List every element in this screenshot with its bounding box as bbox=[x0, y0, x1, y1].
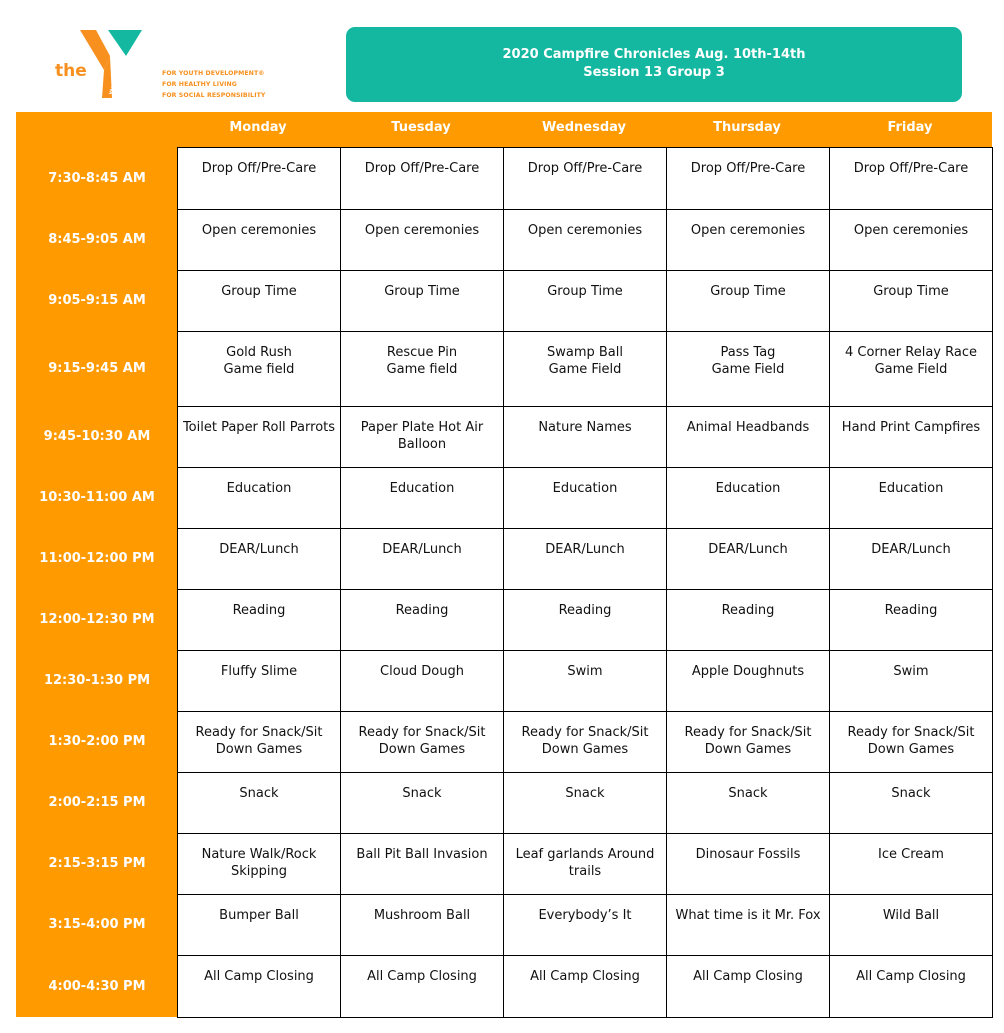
schedule-cell: DEAR/Lunch bbox=[829, 528, 993, 590]
tagline-line: FOR HEALTHY LIVING bbox=[162, 81, 237, 89]
day-header-tuesday: Tuesday bbox=[391, 120, 451, 135]
schedule-cell: Dinosaur Fossils bbox=[666, 833, 830, 895]
schedule-cell: Swamp Ball Game Field bbox=[503, 331, 667, 407]
schedule-cell: Ice Cream bbox=[829, 833, 993, 895]
schedule-cell: Snack bbox=[340, 772, 504, 834]
schedule-cell: Group Time bbox=[177, 270, 341, 332]
day-header-wednesday: Wednesday bbox=[542, 120, 626, 135]
schedule-cell: Nature Walk/Rock Skipping bbox=[177, 833, 341, 895]
schedule-cell: Swim bbox=[503, 650, 667, 712]
schedule-cell: Apple Doughnuts bbox=[666, 650, 830, 712]
schedule-cell: Everybody’s It bbox=[503, 894, 667, 956]
time-slot-label: 7:30-8:45 AM bbox=[48, 170, 146, 186]
schedule-cell: Education bbox=[177, 467, 341, 529]
day-header-friday: Friday bbox=[887, 120, 933, 135]
schedule-cell: Drop Off/Pre-Care bbox=[177, 147, 341, 210]
schedule-grid bbox=[177, 147, 992, 1017]
tagline-line: FOR YOUTH DEVELOPMENT® bbox=[162, 70, 265, 77]
time-slot-label: 9:05-9:15 AM bbox=[48, 293, 146, 308]
schedule-cell: DEAR/Lunch bbox=[503, 528, 667, 590]
schedule-cell: Swim bbox=[829, 650, 993, 712]
logo-word: the bbox=[55, 61, 87, 81]
schedule-cell: Ready for Snack/Sit Down Games bbox=[666, 711, 830, 773]
schedule-title: 2020 Campfire Chronicles Aug. 10th-14th bbox=[502, 46, 806, 62]
time-slot-label: 4:00-4:30 PM bbox=[48, 978, 146, 994]
schedule-cell: Reading bbox=[177, 589, 341, 651]
schedule-cell: All Camp Closing bbox=[829, 955, 993, 1018]
schedule-cell: Ready for Snack/Sit Down Games bbox=[503, 711, 667, 773]
schedule-cell: What time is it Mr. Fox bbox=[666, 894, 830, 956]
schedule-cell: Snack bbox=[666, 772, 830, 834]
ymca-y-icon bbox=[52, 26, 152, 106]
schedule-cell: Pass Tag Game Field bbox=[666, 331, 830, 407]
schedule-cell: Wild Ball bbox=[829, 894, 993, 956]
schedule-subtitle: Session 13 Group 3 bbox=[583, 64, 725, 80]
schedule-cell: DEAR/Lunch bbox=[666, 528, 830, 590]
schedule-cell: Drop Off/Pre-Care bbox=[503, 147, 667, 210]
time-slot-label: 9:45-10:30 AM bbox=[43, 429, 151, 444]
schedule-cell: Education bbox=[829, 467, 993, 529]
time-slot-label: 3:15-4:00 PM bbox=[48, 917, 146, 932]
schedule-cell: Reading bbox=[503, 589, 667, 651]
schedule-cell: Open ceremonies bbox=[340, 209, 504, 271]
schedule-cell: Bumper Ball bbox=[177, 894, 341, 956]
schedule-cell: Mushroom Ball bbox=[340, 894, 504, 956]
schedule-cell: Leaf garlands Around trails bbox=[503, 833, 667, 895]
schedule-cell: All Camp Closing bbox=[666, 955, 830, 1018]
schedule-cell: All Camp Closing bbox=[340, 955, 504, 1018]
day-header-monday: Monday bbox=[229, 120, 287, 135]
schedule-title-banner bbox=[346, 27, 962, 102]
time-slot-label: 12:30-1:30 PM bbox=[43, 673, 151, 688]
schedule-cell: Ready for Snack/Sit Down Games bbox=[340, 711, 504, 773]
schedule-cell: Group Time bbox=[666, 270, 830, 332]
schedule-cell: Reading bbox=[340, 589, 504, 651]
schedule-cell: Nature Names bbox=[503, 406, 667, 468]
schedule-cell: Toilet Paper Roll Parrots bbox=[177, 406, 341, 468]
day-header-thursday: Thursday bbox=[713, 120, 781, 135]
schedule-cell: Paper Plate Hot Air Balloon bbox=[340, 406, 504, 468]
schedule-cell: DEAR/Lunch bbox=[340, 528, 504, 590]
schedule-cell: Open ceremonies bbox=[177, 209, 341, 271]
schedule-cell: Gold Rush Game field bbox=[177, 331, 341, 407]
schedule-cell: Snack bbox=[829, 772, 993, 834]
schedule-cell: All Camp Closing bbox=[177, 955, 341, 1018]
schedule-cell: Ball Pit Ball Invasion bbox=[340, 833, 504, 895]
schedule-table bbox=[16, 112, 992, 1017]
schedule-cell: Group Time bbox=[829, 270, 993, 332]
logo-mark: YMCA bbox=[108, 78, 120, 96]
time-slot-label: 11:00-12:00 PM bbox=[39, 551, 155, 566]
logo-tagline bbox=[162, 68, 266, 102]
schedule-cell: Reading bbox=[829, 589, 993, 651]
schedule-cell: Snack bbox=[503, 772, 667, 834]
schedule-cell: 4 Corner Relay Race Game Field bbox=[829, 331, 993, 407]
tagline-line: FOR SOCIAL RESPONSIBILITY bbox=[162, 92, 266, 100]
schedule-cell: Group Time bbox=[340, 270, 504, 332]
schedule-cell: Reading bbox=[666, 589, 830, 651]
schedule-cell: Rescue Pin Game field bbox=[340, 331, 504, 407]
schedule-cell: Snack bbox=[177, 772, 341, 834]
schedule-cell: Open ceremonies bbox=[503, 209, 667, 271]
time-slot-label: 10:30-11:00 AM bbox=[39, 490, 155, 505]
time-slot-label: 9:15-9:45 AM bbox=[48, 361, 146, 376]
schedule-cell: Education bbox=[666, 467, 830, 529]
schedule-cell: DEAR/Lunch bbox=[177, 528, 341, 590]
schedule-cell: Open ceremonies bbox=[829, 209, 993, 271]
schedule-cell: Drop Off/Pre-Care bbox=[340, 147, 504, 210]
schedule-cell: Ready for Snack/Sit Down Games bbox=[829, 711, 993, 773]
schedule-cell: Education bbox=[503, 467, 667, 529]
schedule-cell: All Camp Closing bbox=[503, 955, 667, 1018]
schedule-cell: Fluffy Slime bbox=[177, 650, 341, 712]
schedule-cell: Animal Headbands bbox=[666, 406, 830, 468]
schedule-cell: Drop Off/Pre-Care bbox=[666, 147, 830, 210]
schedule-cell: Hand Print Campfires bbox=[829, 406, 993, 468]
ymca-logo bbox=[52, 26, 292, 106]
time-slot-label: 8:45-9:05 AM bbox=[48, 232, 146, 247]
time-slot-label: 2:15-3:15 PM bbox=[48, 856, 146, 871]
schedule-cell: Ready for Snack/Sit Down Games bbox=[177, 711, 341, 773]
time-slot-label: 1:30-2:00 PM bbox=[48, 734, 146, 749]
time-slot-label: 12:00-12:30 PM bbox=[39, 612, 155, 627]
schedule-cell: Group Time bbox=[503, 270, 667, 332]
schedule-cell: Open ceremonies bbox=[666, 209, 830, 271]
schedule-cell: Education bbox=[340, 467, 504, 529]
time-slot-label: 2:00-2:15 PM bbox=[48, 795, 146, 810]
schedule-cell: Cloud Dough bbox=[340, 650, 504, 712]
schedule-cell: Drop Off/Pre-Care bbox=[829, 147, 993, 210]
